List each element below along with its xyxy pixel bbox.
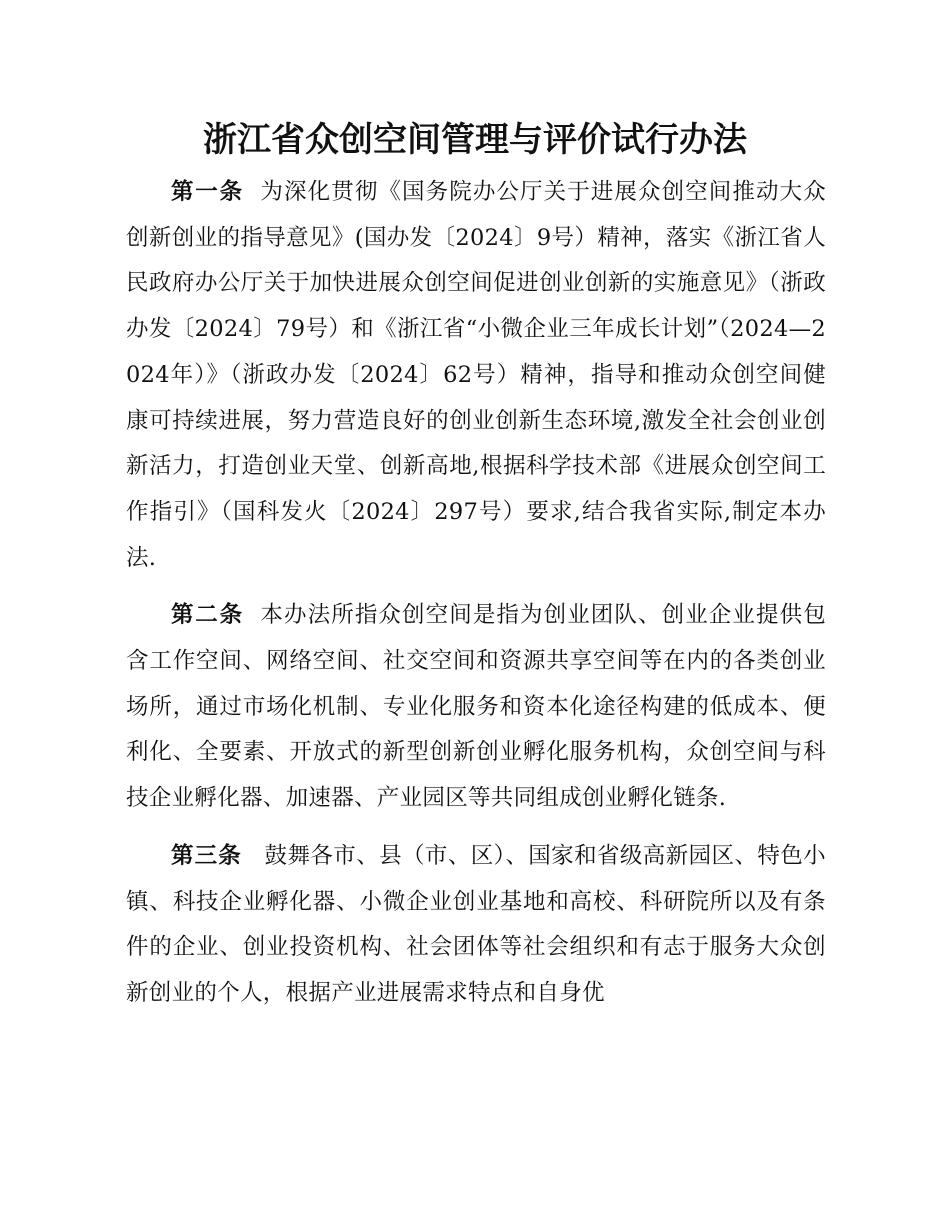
article-text: 本办法所指众创空间是指为创业团队、创业企业提供包含工作空间、网络空间、社交空间和资源共享空间等在内的各类创业场所，通过市场化机制、专业化服务和资本化途径构建的低成本、便利化、全要素、开放式的新型创新创业孵化服务机构，众创空间与科技企业孵化器、加速器、产业园区等共同组成创业孵化链条. [126,602,827,812]
paragraph-article-2 [126,593,826,822]
paragraph-article-3 [126,834,826,1017]
document-body [126,170,826,1017]
article-heading: 第二条 [171,602,244,629]
article-text: 为深化贯彻《国务院办公厅关于进展众创空间推动大众创新创业的指导意见》(国办发〔2024〕9号）精神，落实《浙江省人民政府办公厅关于加快进展众创空间促进创业创新的实施意见》（浙政办发〔2024〕79号）和《浙江省“小微企业三年成长计划”（2024—2024年）》（浙政办发〔2024〕62号）精神，指导和推动众创空间健康可持续进展，努力营造良好的创业创新生态环境,激发全社会创业创新活力，打造创业天堂、创新高地,根据科学技术部《进展众创空间工作指引》（国科发火〔2024〕297号）要求,结合我省实际,制定本办法. [126,179,827,571]
document-title: 浙江省众创空间管理与评价试行办法 [203,120,747,160]
paragraph-article-1 [126,170,826,581]
article-heading: 第三条 [171,842,242,869]
article-text: 鼓舞各市、县（市、区）、国家和省级高新园区、特色小镇、科技企业孵化器、小微企业创业基地和高校、科研院所以及有条件的企业、创业投资机构、社会团体等社会组织和有志于服务大众创新创业的个人，根据产业进展需求特点和自身优 [126,842,826,1006]
article-heading: 第一条 [171,179,244,205]
